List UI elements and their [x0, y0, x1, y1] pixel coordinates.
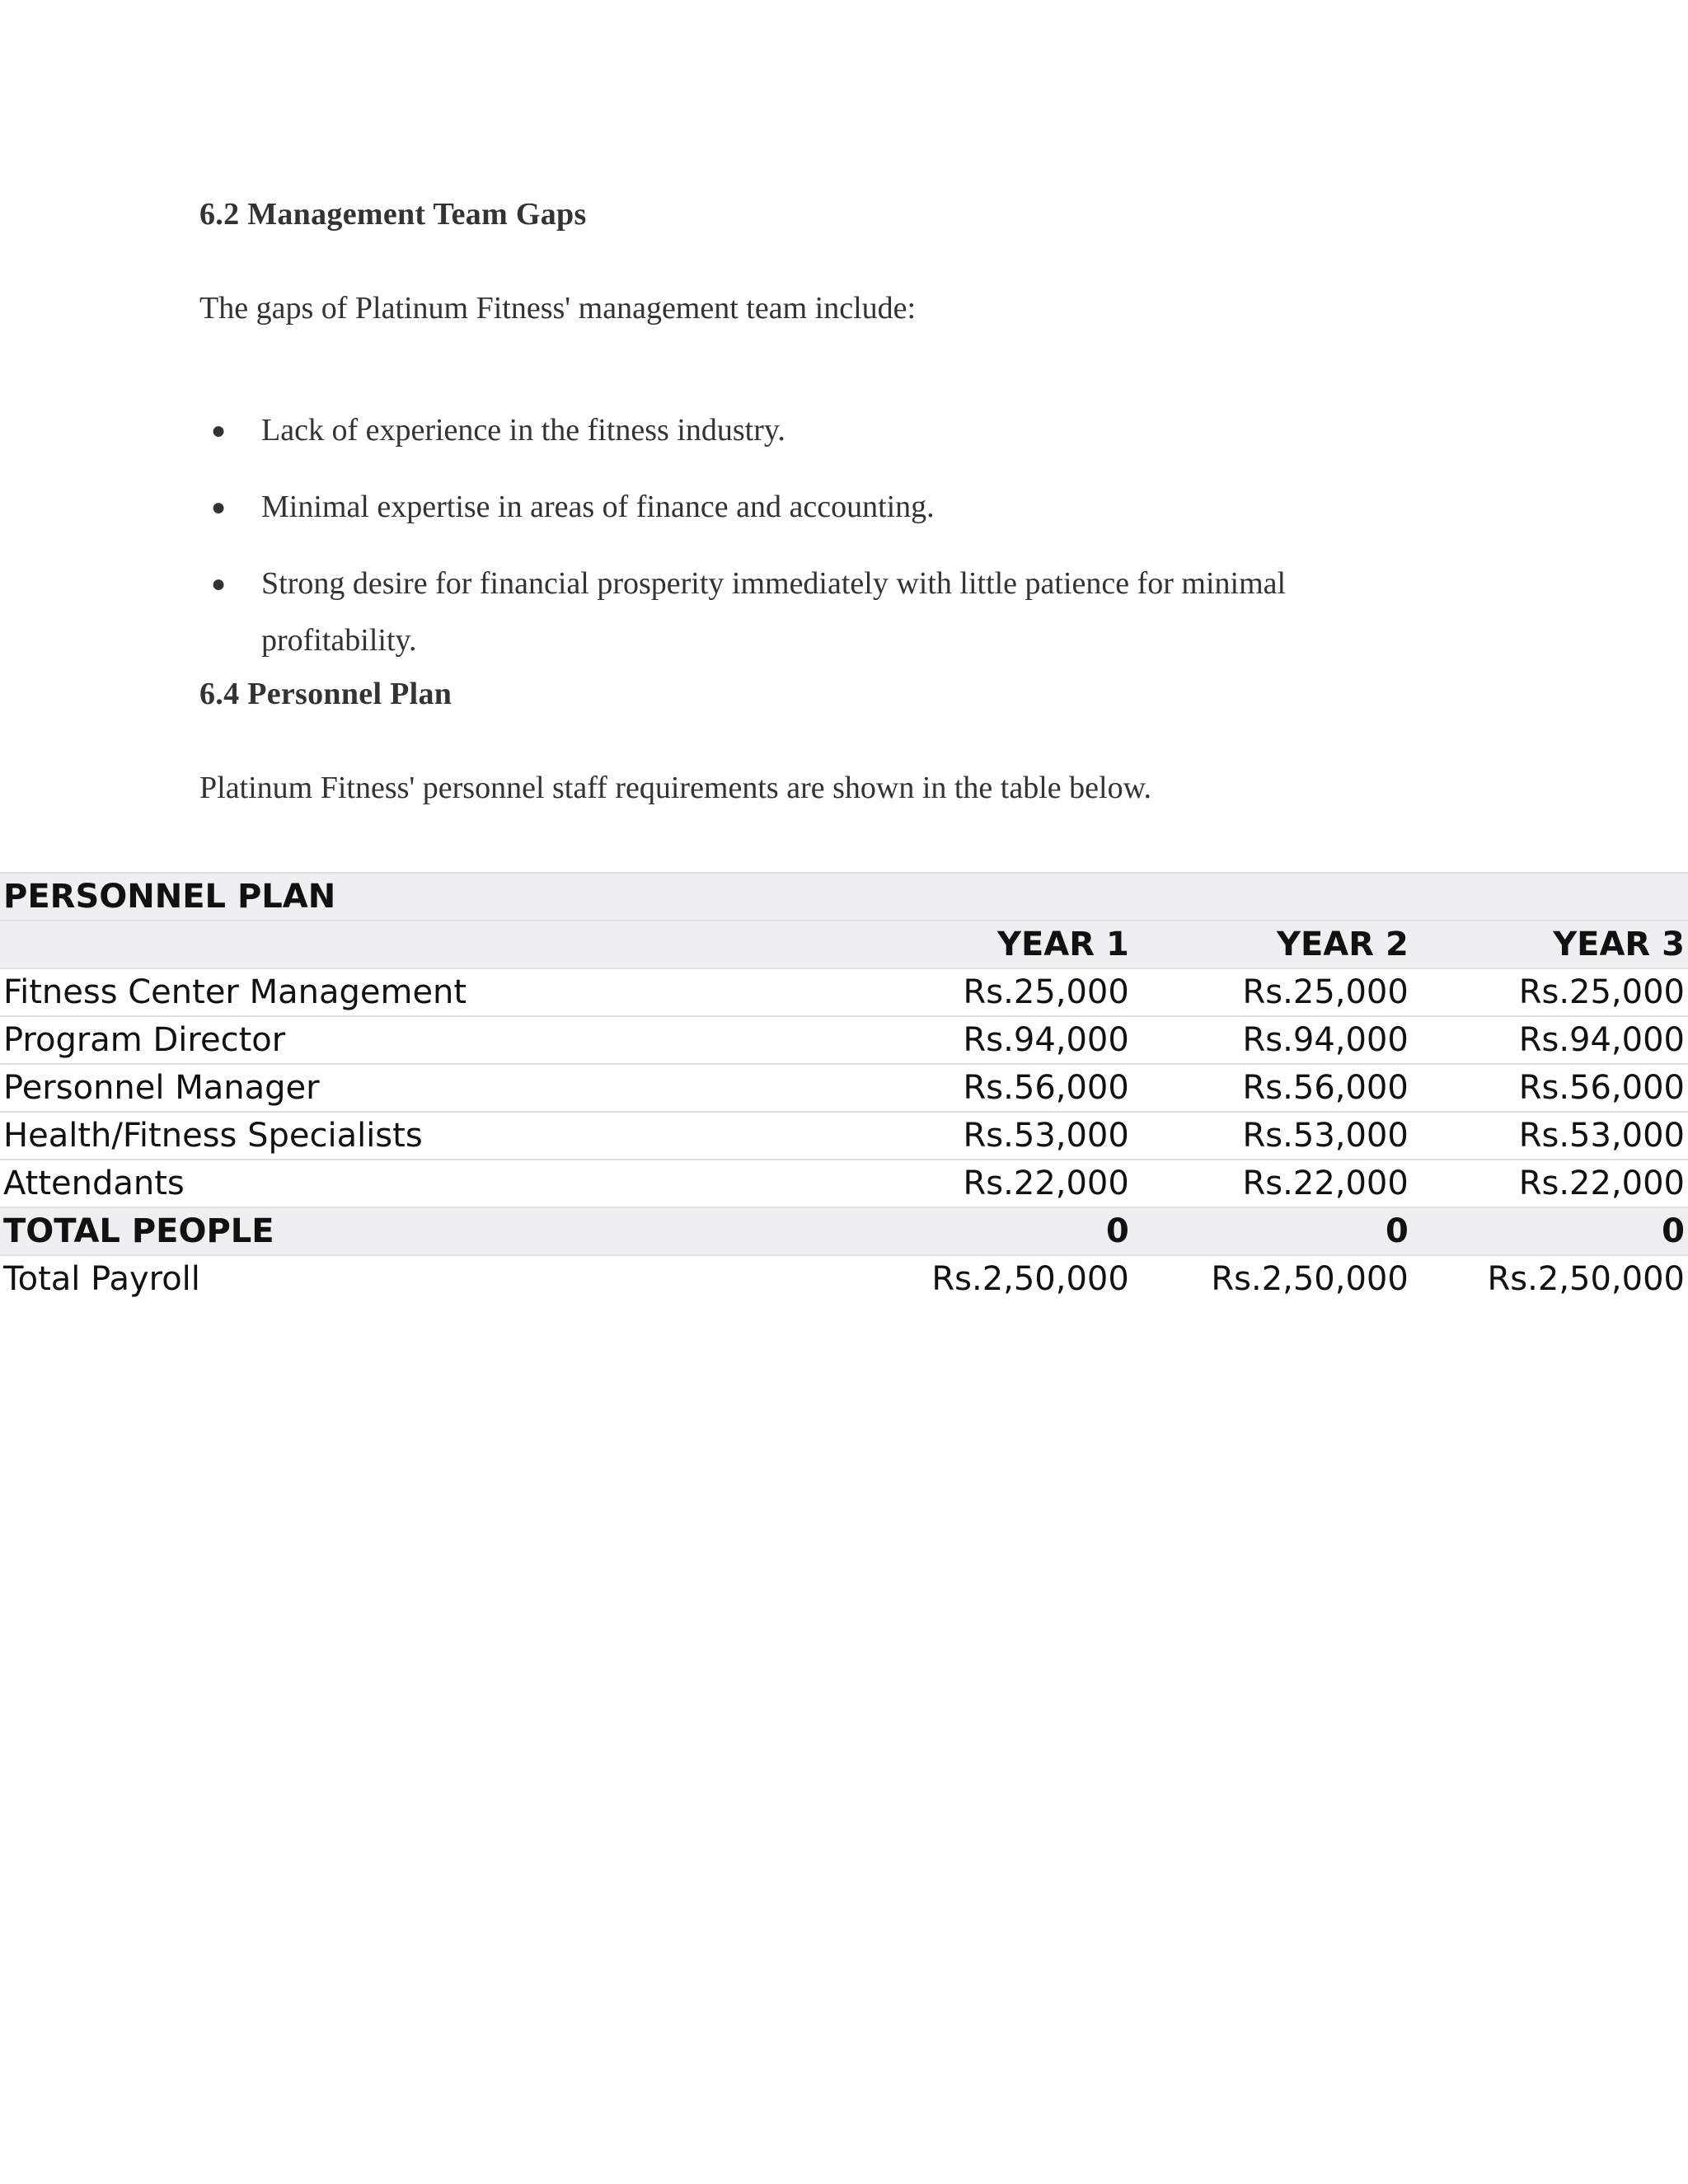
cell-value: Rs.2,50,000	[851, 1255, 1132, 1302]
management-gaps-intro: The gaps of Platinum Fitness' management team include:	[199, 291, 917, 326]
table-row	[0, 1064, 1688, 1112]
list-item-text: Minimal expertise in areas of finance and accounting.	[261, 490, 935, 524]
row-label: Health/Fitness Specialists	[0, 1112, 851, 1160]
list-item	[199, 402, 1353, 459]
table-title-row	[0, 873, 1688, 921]
cell-value: Rs.22,000	[1412, 1160, 1688, 1207]
cell-value: Rs.94,000	[1412, 1016, 1688, 1064]
row-label: TOTAL PEOPLE	[0, 1207, 851, 1255]
bullet-icon: ●	[211, 494, 227, 521]
cell-value: Rs.94,000	[1132, 1016, 1412, 1064]
list-item-text: Lack of experience in the fitness industry.	[261, 413, 785, 448]
table-row	[0, 1112, 1688, 1160]
row-label: Personnel Manager	[0, 1064, 851, 1112]
cell-value: 0	[1412, 1207, 1688, 1255]
cell-value: Rs.56,000	[1412, 1064, 1688, 1112]
table-row	[0, 968, 1688, 1016]
cell-value: 0	[1132, 1207, 1412, 1255]
row-label: Total Payroll	[0, 1255, 851, 1302]
cell-value: 0	[851, 1207, 1132, 1255]
table-title: PERSONNEL PLAN	[0, 873, 851, 921]
bullet-icon: ●	[211, 570, 227, 598]
list-item	[199, 479, 1353, 536]
cell-value: Rs.2,50,000	[1132, 1255, 1412, 1302]
cell-value: Rs.94,000	[851, 1016, 1132, 1064]
cell-value: Rs.22,000	[851, 1160, 1132, 1207]
list-item	[199, 555, 1353, 669]
section-heading-management-team-gaps: 6.2 Management Team Gaps	[199, 197, 587, 232]
cell-value: Rs.56,000	[851, 1064, 1132, 1112]
personnel-plan-intro: Platinum Fitness' personnel staff requirements are shown in the table below.	[199, 771, 1152, 805]
cell-value: Rs.2,50,000	[1412, 1255, 1688, 1302]
cell-value: Rs.25,000	[1412, 968, 1688, 1016]
personnel-plan-table	[0, 872, 1688, 1302]
bullet-icon: ●	[211, 417, 227, 444]
list-item-text: Strong desire for financial prosperity immediately with little patience for minimal profitability.	[261, 566, 1287, 658]
table-header-row	[0, 921, 1688, 968]
total-payroll-row	[0, 1255, 1688, 1302]
cell-value: Rs.25,000	[851, 968, 1132, 1016]
column-header-year-1: YEAR 1	[851, 921, 1132, 968]
row-label: Attendants	[0, 1160, 851, 1207]
total-people-row	[0, 1207, 1688, 1255]
management-gaps-list	[199, 402, 1353, 689]
cell-value: Rs.56,000	[1132, 1064, 1412, 1112]
row-label: Fitness Center Management	[0, 968, 851, 1016]
table-row	[0, 1160, 1688, 1207]
cell-value: Rs.53,000	[1412, 1112, 1688, 1160]
column-header-year-3: YEAR 3	[1412, 921, 1688, 968]
cell-value: Rs.25,000	[1132, 968, 1412, 1016]
table-row	[0, 1016, 1688, 1064]
cell-value: Rs.53,000	[1132, 1112, 1412, 1160]
cell-value: Rs.53,000	[851, 1112, 1132, 1160]
column-header-year-2: YEAR 2	[1132, 921, 1412, 968]
cell-value: Rs.22,000	[1132, 1160, 1412, 1207]
row-label: Program Director	[0, 1016, 851, 1064]
section-heading-personnel-plan: 6.4 Personnel Plan	[199, 677, 452, 711]
